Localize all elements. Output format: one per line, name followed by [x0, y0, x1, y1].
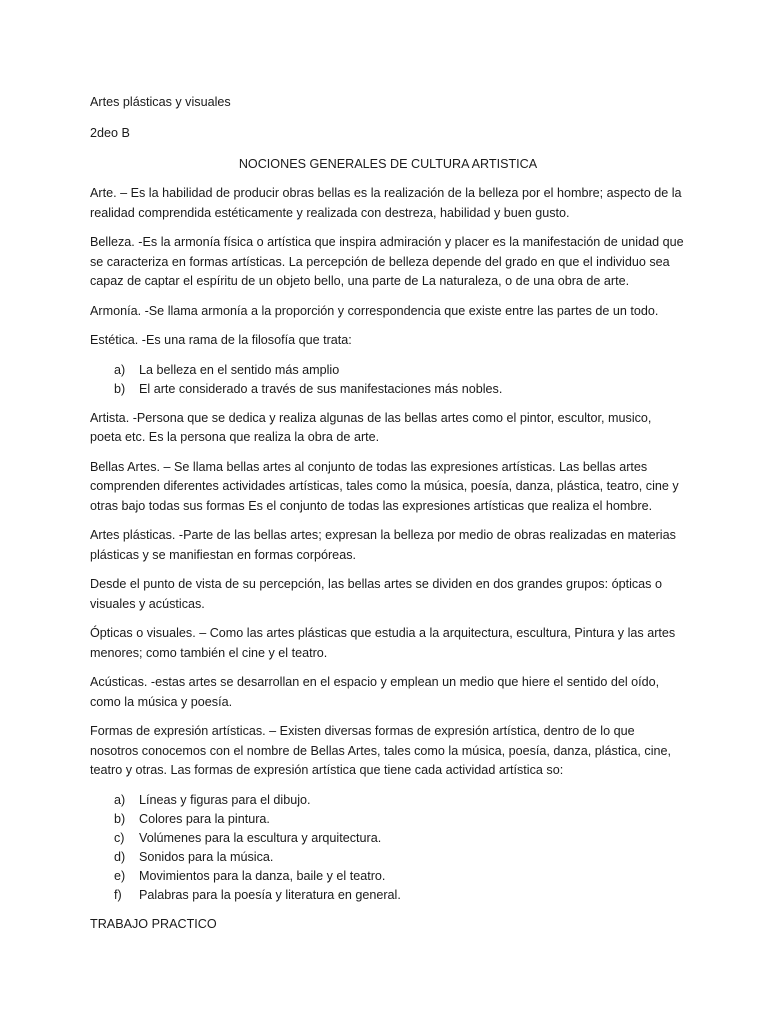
document-title: NOCIONES GENERALES DE CULTURA ARTISTICA	[238, 157, 538, 171]
paragraph-formas: Formas de expresión artísticas. – Existen diversas formas de expresión artística, dentro de lo que nosotros conocemos con el nombre de Bellas Artes, tales como la música, poesía, danza, plástica, cine, teatro y otras. Las formas de expresión artística que tiene cada actividad artística so:	[90, 724, 672, 777]
paragraph-armonia: Armonía. -Se llama armonía a la proporción y correspondencia que existe entre las partes de un todo.	[90, 303, 659, 318]
trabajo-practico-heading: TRABAJO PRACTICO	[90, 916, 217, 931]
formas-list	[90, 791, 684, 905]
course-name: Artes plásticas y visuales	[90, 95, 231, 109]
paragraph-belleza: Belleza. -Es la armonía física o artística que inspira admiración y placer es la manifestación de unidad que se caracteriza en formas artísticas. La percepción de belleza depende del grado en que el individuo sea capaz de captar el espíritu de un objeto bello, una parte de La naturaleza, o de una obra de arte.	[90, 235, 684, 288]
list-item: b) El arte considerado a través de sus manifestaciones más nobles.	[114, 381, 503, 396]
list-item: c) Volúmenes para la escultura y arquitectura.	[114, 830, 382, 845]
list-item: b) Colores para la pintura.	[114, 811, 270, 826]
list-item: e) Movimientos para la danza, baile y el teatro.	[114, 868, 386, 883]
paragraph-acusticas: Acústicas. -estas artes se desarrollan en el espacio y emplean un medio que hiere el sentido del oído, como la música y poesía.	[90, 675, 660, 709]
list-item: a) Líneas y figuras para el dibujo.	[114, 792, 311, 807]
list-item: a) La belleza en el sentido más amplio	[114, 362, 340, 377]
list-item: f) Palabras para la poesía y literatura en general.	[114, 887, 401, 902]
paragraph-artes-plasticas: Artes plásticas. -Parte de las bellas artes; expresan la belleza por medio de obras realizadas en materias plásticas y se manifiestan en formas corpóreas.	[90, 528, 676, 562]
paragraph-percepcion: Desde el punto de vista de su percepción, las bellas artes se dividen en dos grandes grupos: ópticas o visuales y acústicas.	[90, 577, 662, 611]
paragraph-opticas: Ópticas o visuales. – Como las artes plásticas que estudia a la arquitectura, escultura, Pintura y las artes menores; como también el cine y el teatro.	[90, 626, 676, 660]
list-item: d) Sonidos para la música.	[114, 849, 274, 864]
paragraph-arte: Arte. – Es la habilidad de producir obras bellas es la realización de la belleza por el hombre; aspecto de la realidad comprendida estéticamente y realizada con destreza, habilidad y buen gusto.	[90, 186, 682, 220]
paragraph-bellas-artes: Bellas Artes. – Se llama bellas artes al conjunto de todas las expresiones artísticas. Las bellas artes comprenden diferentes actividades artísticas, tales como la música, poesía, danza, plástica, teatro, cine y otras bajo todas sus formas Es el conjunto de todas las expresiones artísticas que realiza el hombre.	[90, 459, 679, 513]
estetica-list	[90, 361, 684, 399]
group-label: 2deo B	[90, 126, 130, 140]
paragraph-artista: Artista. -Persona que se dedica y realiza algunas de las bellas artes como el pintor, escultor, musico, poeta etc. Es la persona que realiza la obra de arte.	[90, 410, 652, 444]
paragraph-estetica: Estética. -Es una rama de la filosofía que trata:	[90, 333, 352, 347]
